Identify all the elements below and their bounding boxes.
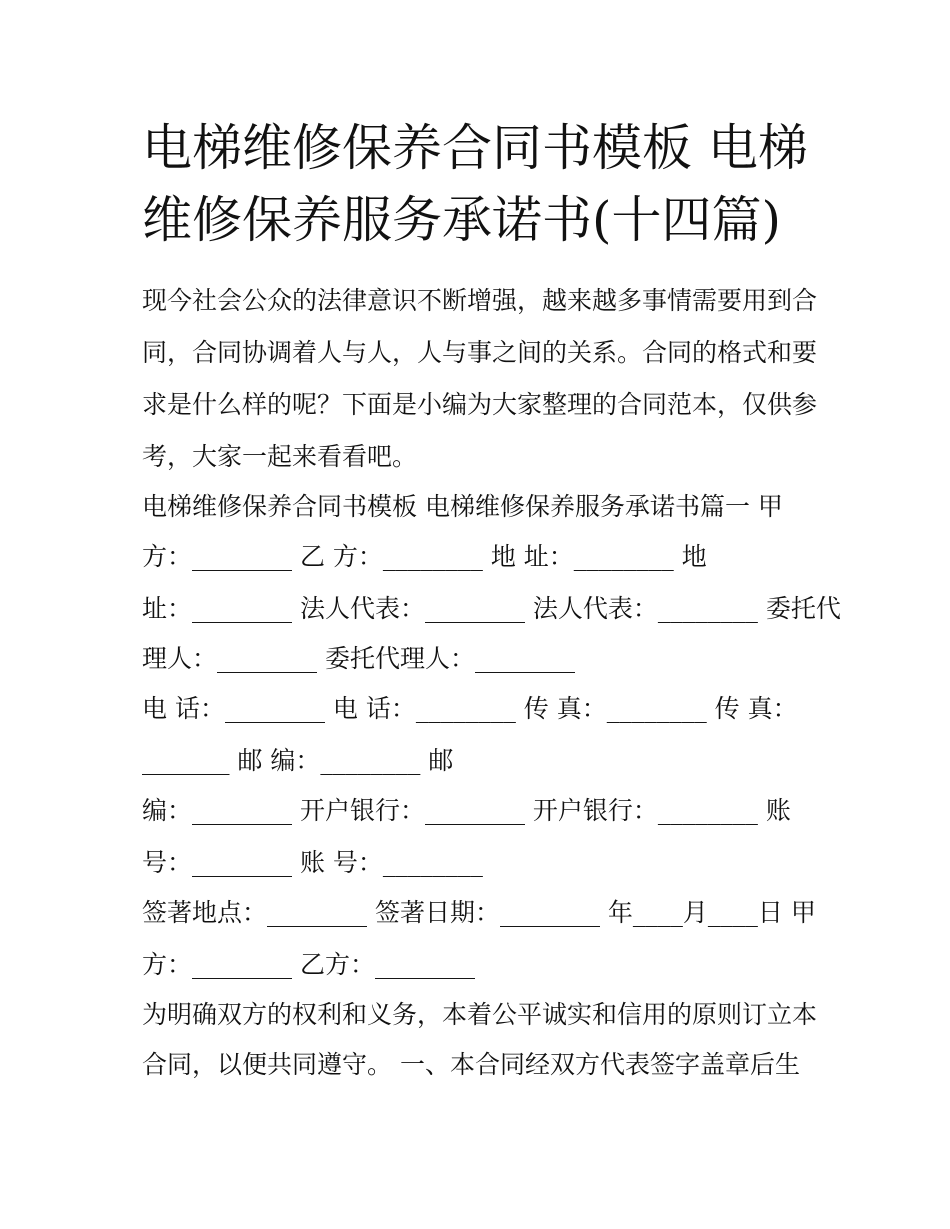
intro-line-3: 求是什么样的呢？下面是小编为大家整理的合同范本，仅供参: [142, 390, 818, 419]
postcode-line: _______ 邮 编：________ 邮: [142, 746, 454, 775]
intro-line-4: 考，大家一起来看看吧。: [142, 442, 418, 471]
account-line: 号：________ 账 号：________: [142, 848, 483, 877]
title-line-1: 电梯维修保养合同书模板 电梯: [142, 119, 808, 177]
intro-line-1: 现今社会公众的法律意识不断增强，越来越多事情需要用到合: [142, 286, 818, 315]
title-line-2: 维修保养服务承诺书(十四篇): [142, 191, 782, 249]
intro-line-2: 同，合同协调着人与人，人与事之间的关系。合同的格式和要: [142, 338, 818, 367]
contract-purpose-line-1: 为明确双方的权利和义务，本着公平诚实和信用的原则订立本: [142, 1000, 818, 1029]
bank-line: 编：________ 开户银行：________ 开户银行：________ 账: [142, 796, 791, 825]
phone-fax-line: 电 话：________ 电 话：________ 传 真：________ 传 真：: [142, 694, 798, 723]
section-heading-line: 电梯维修保养合同书模板 电梯维修保养服务承诺书篇一 甲: [142, 492, 783, 521]
agent-line: 理人：________ 委托代理人：________: [142, 644, 575, 673]
party-signature-line: 方：________ 乙方：________: [142, 950, 475, 979]
signing-place-date-line: 签著地点：________ 签著日期：________ 年____月____日 甲: [142, 898, 816, 927]
document-title: [142, 112, 822, 256]
address-representative-line: 址：________ 法人代表：________ 法人代表：________ 委托代: [142, 594, 841, 623]
contract-purpose-line-2: 合同，以便共同遵守。 一、本合同经双方代表签字盖章后生: [142, 1050, 800, 1079]
party-address-line: 方：________ 乙 方：________ 地 址：________ 地: [142, 542, 707, 571]
